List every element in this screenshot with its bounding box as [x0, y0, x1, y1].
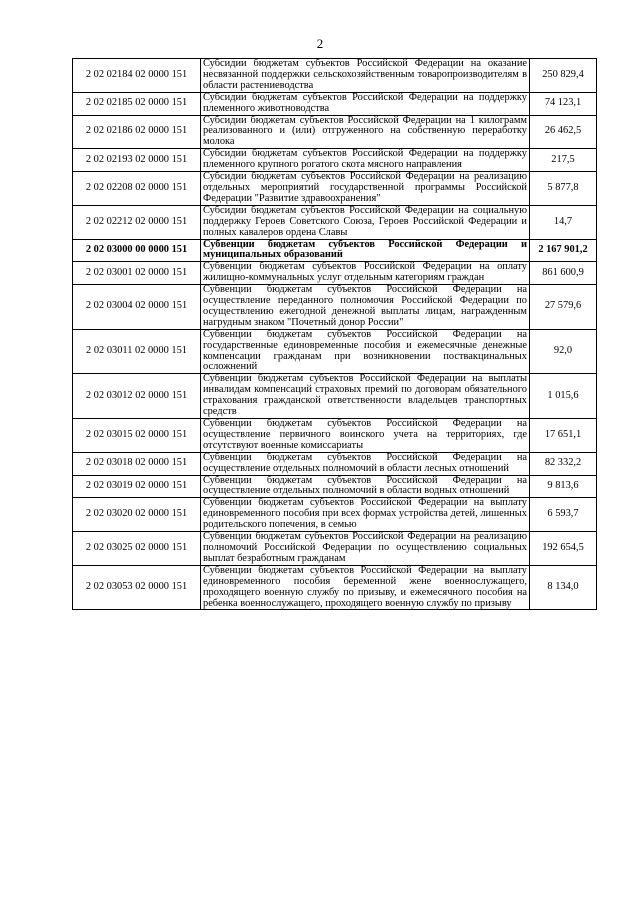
- budget-code: 2 02 03015 02 0000 151: [73, 419, 201, 453]
- revenue-name: Субвенции бюджетам субъектов Российской Федерации на осуществление отдельных полномочий в области лесных отношений: [201, 452, 530, 475]
- budget-code: 2 02 03020 02 0000 151: [73, 498, 201, 532]
- revenue-name: Субсидии бюджетам субъектов Российской Федерации на оказание несвязанной поддержки сельскохозяйственным товаропроизводителям в области растениеводства: [201, 59, 530, 93]
- budget-code: 2 02 03001 02 0000 151: [73, 262, 201, 285]
- budget-code: 2 02 03011 02 0000 151: [73, 329, 201, 374]
- budget-code: 2 02 03018 02 0000 151: [73, 452, 201, 475]
- budget-code: 2 02 02185 02 0000 151: [73, 92, 201, 115]
- amount: 861 600,9: [530, 262, 597, 285]
- budget-code: 2 02 02186 02 0000 151: [73, 115, 201, 149]
- table-row: [73, 59, 597, 93]
- table-row: [73, 475, 597, 498]
- amount: 17 651,1: [530, 419, 597, 453]
- amount: 6 593,7: [530, 498, 597, 532]
- amount: 250 829,4: [530, 59, 597, 93]
- table-row: [73, 172, 597, 206]
- table-row: [73, 419, 597, 453]
- budget-table: [72, 58, 597, 610]
- amount: 27 579,6: [530, 285, 597, 330]
- budget-code: 2 02 03053 02 0000 151: [73, 565, 201, 610]
- table-row: [73, 262, 597, 285]
- page-number: 2: [316, 36, 324, 51]
- revenue-name: Субвенции бюджетам субъектов Российской Федерации на государственные единовременные пособия и ежемесячные денежные компенсации гражданам при возникновении поствакцинальных осложнений: [201, 329, 530, 374]
- table-row: [73, 374, 597, 419]
- budget-code: 2 02 02208 02 0000 151: [73, 172, 201, 206]
- table-row: [73, 452, 597, 475]
- amount: 9 813,6: [530, 475, 597, 498]
- revenue-name: Субсидии бюджетам субъектов Российской Федерации на поддержку племенного животноводства: [201, 92, 530, 115]
- revenue-name: Субвенции бюджетам субъектов Российской Федерации на осуществление первичного воинского учета на территориях, где отсутствуют военные комиссариаты: [201, 419, 530, 453]
- amount: 74 123,1: [530, 92, 597, 115]
- revenue-name: Субвенции бюджетам субъектов Российской Федерации и муниципальных образований: [201, 239, 530, 262]
- revenue-name: Субсидии бюджетам субъектов Российской Федерации на поддержку племенного крупного рогатого скота мясного направления: [201, 149, 530, 172]
- revenue-name: Субвенции бюджетам субъектов Российской Федерации на выплату единовременного пособия при всех формах устройства детей, лишенных родительского попечения, в семью: [201, 498, 530, 532]
- table-row: [73, 149, 597, 172]
- amount: 26 462,5: [530, 115, 597, 149]
- revenue-name: Субвенции бюджетам субъектов Российской Федерации на осуществление отдельных полномочий в области водных отношений: [201, 475, 530, 498]
- budget-code: 2 02 02212 02 0000 151: [73, 205, 201, 239]
- amount: 5 877,8: [530, 172, 597, 206]
- budget-code: 2 02 02193 02 0000 151: [73, 149, 201, 172]
- revenue-name: Субсидии бюджетам субъектов Российской Федерации на социальную поддержку Героев Советского Союза, Героев Российской Федерации и полных кавалеров ордена Славы: [201, 205, 530, 239]
- table-row: [73, 115, 597, 149]
- amount: 82 332,2: [530, 452, 597, 475]
- amount: 92,0: [530, 329, 597, 374]
- revenue-name: Субсидии бюджетам субъектов Российской Федерации на 1 килограмм реализованного и (или) отгруженного на собственную переработку молока: [201, 115, 530, 149]
- amount: 8 134,0: [530, 565, 597, 610]
- amount: 192 654,5: [530, 532, 597, 566]
- table-row: [73, 498, 597, 532]
- amount: 1 015,6: [530, 374, 597, 419]
- revenue-name: Субсидии бюджетам субъектов Российской Федерации на реализацию отдельных мероприятий государственной программы Российской Федерации "Развитие здравоохранения": [201, 172, 530, 206]
- budget-code: 2 02 03000 00 0000 151: [73, 239, 201, 262]
- revenue-name: Субвенции бюджетам субъектов Российской Федерации на выплаты инвалидам компенсаций страховых премий по договорам обязательного страхования гражданской ответственности владельцев транспортных средств: [201, 374, 530, 419]
- amount: 217,5: [530, 149, 597, 172]
- revenue-name: Субвенции бюджетам субъектов Российской Федерации на выплату единовременного пособия беременной жене военнослужащего, проходящего военную службу по призыву, и ежемесячного пособия на ребенка военнослужащего, проходящего военную службу по призыву: [201, 565, 530, 610]
- revenue-name: Субвенции бюджетам субъектов Российской Федерации на осуществление переданного полномочия Российской Федерации по осуществлению ежегодной денежной выплаты лицам, награжденным нагрудным знаком "Почетный донор России": [201, 285, 530, 330]
- budget-code: 2 02 03004 02 0000 151: [73, 285, 201, 330]
- amount: 2 167 901,2: [530, 239, 597, 262]
- budget-code: 2 02 03025 02 0000 151: [73, 532, 201, 566]
- table-row: [73, 285, 597, 330]
- table-row: [73, 532, 597, 566]
- table-row-subtotal: [73, 239, 597, 262]
- revenue-name: Субвенции бюджетам субъектов Российской Федерации на оплату жилищно-коммунальных услуг отдельным категориям граждан: [201, 262, 530, 285]
- budget-code: 2 02 03012 02 0000 151: [73, 374, 201, 419]
- budget-code: 2 02 03019 02 0000 151: [73, 475, 201, 498]
- amount: 14,7: [530, 205, 597, 239]
- revenue-name: Субвенции бюджетам субъектов Российской Федерации на реализацию полномочий Российской Федерации по осуществлению социальных выплат безработным гражданам: [201, 532, 530, 566]
- table-row: [73, 92, 597, 115]
- table-row: [73, 329, 597, 374]
- table-row: [73, 565, 597, 610]
- table-row: [73, 205, 597, 239]
- budget-code: 2 02 02184 02 0000 151: [73, 59, 201, 93]
